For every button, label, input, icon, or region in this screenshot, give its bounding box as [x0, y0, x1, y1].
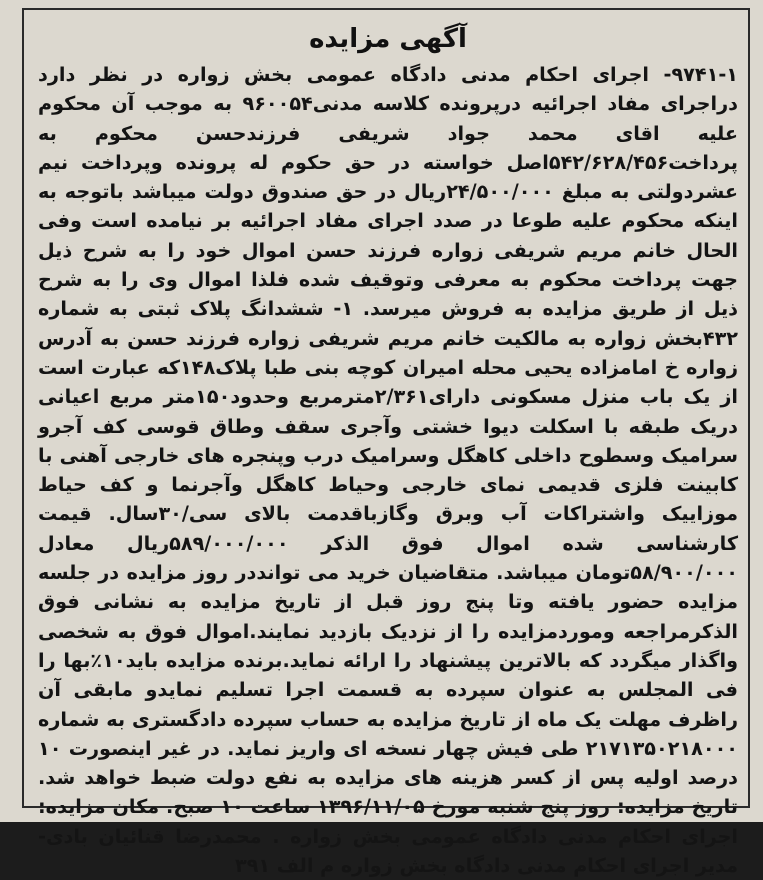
- notice-box: [22, 8, 750, 878]
- notice-title: آگهی مزایده: [309, 24, 467, 54]
- notice-body: [38, 60, 738, 880]
- notice-paragraph: ۹۷۴۱-۱- اجرای احکام مدنی دادگاه عمومی بخش زواره در نظر دارد دراجرای مفاد اجرائیه درپرونده کلاسه مدنی۹۶۰۰۵۴ به موجب آن محکوم علیه اقای محمد جواد شریفی فرزندحسن محکوم به پرداخت۵۴۲/۶۲۸/۴۵۶اصل خواسته در حق حکوم له پرونده وپرداخت نیم عشردولتی به مبلغ ۲۴/۵۰۰/۰۰۰ریال در حق صندوق دولت میباشد باتوجه به اینکه محکوم علیه طوعا در صدد اجرای مفاد اجرائیه بر نیامده است وفی الحال خانم مریم شریفی زواره فرزند حسن اموال خود را به شرح ذیل جهت پرداخت محکوم به معرفی وتوقیف شده فلذا اموال وی را به شرح ذیل از طریق مزایده به فروش میرسد. ۱- ششدانگ پلاک ثبتی به شماره ۴۳۲بخش زواره به مالکیت خانم مریم شریفی زواره فرزند حسن به آدرس زواره خ امامزاده یحیی محله امیران کوچه بنی طبا پلاک۱۴۸که عبارت است از یک باب منزل مسکونی دارای۲/۳۶۱مترمربع وحدود۱۵۰متر مربع اعیانی دریک طبقه با اسکلت دیوا خشتی وآجری سقف وطاق قوسی کف آجرو سرامیک وسطوح داخلی کاهگل وسرامیک درب وپنجره های خارجی آهنی با کابینت فلزی قدیمی نمای خارجی وحیاط کاهگل وآجرنما و کف حیاط موزاییک واشتراکات آب وبرق وگازباقدمت بالای سی/۳۰سال. قیمت کارشناسی شده اموال فوق الذکر ۵۸۹/۰۰۰/۰۰۰ریال معادل ۵۸/۹۰۰/۰۰۰تومان میباشد. متقاضیان خرید می توانددر روز مزایده در جلسه مزایده حضور یافته وتا پنج روز قبل از تاریخ مزایده به نشانی فوق الذکرمراجعه وموردمزایده را از نزدیک بازدید نمایند.اموال فوق به شخصی واگذار میگردد که بالاترین پیشنهاد را ارائه نماید.برنده مزایده باید۱۰٪بها را فی المجلس به عنوان سپرده به قسمت اجرا تسلیم نمایدو مابقی آن راظرف مهلت یک ماه از تاریخ مزایده به حساب سپرده دادگستری به شماره ۲۱۷۱۳۵۰۲۱۸۰۰۰ طی فیش چهار نسخه ای واریز نماید. در غیر اینصورت ۱۰ درصد اولیه پس از کسر هزینه های مزایده به نفع دولت ضبط خواهد شد. تاریخ مزایده: روز پنج شنبه مورخ ۱۳۹۶/۱۱/۰۵ ساعت ۱۰ صبح. مکان مزایده: اجرای احکام مدنی دادگاه عمومی بخش زواره . محمدرضا قنائیان بادی- مدیر اجرای احکام مدنی دادگاه بخش زواره م الف ۳۹۱: [38, 63, 739, 878]
